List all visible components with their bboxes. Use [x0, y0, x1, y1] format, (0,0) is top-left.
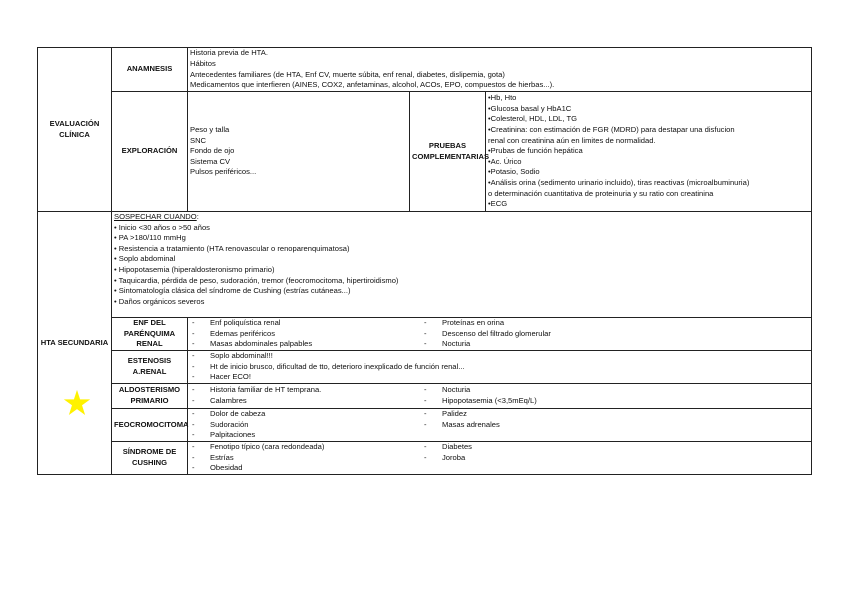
sospechar-item: • Sintomatología clásica del síndrome de Cushing (estrías cutáneas...)	[114, 286, 351, 296]
anamnesis-line: Medicamentos que interfieren (AINES, COX2, anfetaminas, alcohol, ACOs, EPO, compuestos de hierbas...).	[190, 80, 555, 90]
cause-item: Soplo abdominal!!!	[210, 351, 273, 361]
cause-item: Ht de inicio brusco, dificultad de tto, deterioro inexplicado de función renal...	[210, 361, 465, 371]
pruebas-content	[486, 92, 812, 212]
cause-item: Fenotipo típico (cara redondeada)	[210, 442, 325, 452]
dash: -	[424, 442, 427, 452]
cause-content-parenquima	[188, 318, 812, 351]
cause-label-estenosis: ESTENOSIS A.RENAL	[112, 351, 188, 384]
cause-item: Nocturia	[442, 339, 471, 349]
sospechar-item: • Daños orgánicos severos	[114, 296, 205, 306]
dash: -	[192, 351, 195, 361]
pruebas-line: •ECG	[488, 199, 508, 209]
cause-label-parenquima: ENF DEL PARÉNQUIMA RENAL	[112, 318, 188, 351]
anamnesis-content	[188, 48, 812, 92]
dash: -	[192, 430, 195, 440]
dash: -	[424, 318, 427, 328]
sospechar-item: • Inicio <30 años o >50 años	[114, 222, 210, 232]
pruebas-line: •Análisis orina (sedimento urinario incluido), tiras reactivas (microalbuminuria)	[488, 177, 750, 187]
anamnesis-line: Hábitos	[190, 58, 216, 68]
hta-secundaria-label: HTA SECUNDARIA	[40, 337, 109, 347]
dash: -	[424, 419, 427, 429]
sospechar-item: • Taquicardia, pérdida de peso, sudoración, tremor (feocromocitoma, hipertiroidismo)	[114, 275, 399, 285]
anamnesis-label: ANAMNESIS	[112, 48, 188, 92]
dash: -	[192, 361, 195, 371]
dash: -	[192, 396, 195, 405]
dash: -	[424, 328, 427, 338]
dash: -	[192, 328, 195, 338]
exploracion-line: Fondo de ojo	[190, 146, 235, 156]
dash: -	[192, 442, 195, 452]
dash: -	[192, 318, 195, 328]
exploracion-line: SNC	[190, 135, 207, 145]
dash: -	[192, 372, 195, 382]
cause-item: Proteínas en orina	[442, 318, 505, 328]
cause-item: Palidez	[442, 409, 467, 419]
cause-item: Enf poliquística renal	[210, 318, 281, 328]
cause-item: Masas adrenales	[442, 419, 500, 429]
sospechar-item: • PA >180/110 mmHg	[114, 233, 186, 243]
hta-table	[37, 47, 812, 475]
dash: -	[192, 409, 195, 419]
dash: -	[424, 339, 427, 349]
cause-label-aldosterismo: ALDOSTERISMO PRIMARIO	[112, 384, 188, 409]
section-evaluacion-clinica: EVALUACIÓN CLÍNICA	[38, 48, 112, 212]
cause-item: Masas abdominales palpables	[210, 339, 313, 349]
sospechar-content	[112, 212, 812, 318]
cause-item: Dolor de cabeza	[210, 409, 266, 419]
dash: -	[192, 419, 195, 429]
pruebas-line: •Glucosa basal y HbA1C	[488, 103, 572, 113]
cause-item: Diabetes	[442, 442, 472, 452]
exploracion-line: Pulsos periféricos...	[190, 167, 257, 177]
sospechar-title: SOSPECHAR CUANDO	[114, 212, 197, 221]
exploracion-label: EXPLORACIÓN	[112, 92, 188, 212]
cause-label-feocromocitoma: FEOCROMOCITOMA	[112, 409, 188, 442]
dash: -	[424, 385, 427, 395]
dash: -	[424, 409, 427, 419]
cause-content-feocromocitoma	[188, 409, 812, 442]
cause-item: Joroba	[442, 452, 466, 462]
sospechar-item: • Resistencia a tratamiento (HTA renovascular o renoparenquimatosa)	[114, 243, 350, 253]
cause-item: Hipopotasemia (<3,5mEq/L)	[442, 396, 537, 405]
pruebas-line: o determinación cuantitativa de proteinuria y su ratio con creatinina	[488, 188, 714, 198]
document-page	[37, 47, 811, 475]
pruebas-line: •Potasio, Sodio	[488, 167, 540, 177]
cause-item: Calambres	[210, 396, 247, 405]
dash: -	[192, 339, 195, 349]
sospechar-title-line	[114, 212, 809, 223]
cause-item: Obesidad	[210, 463, 243, 473]
cause-content-cushing	[188, 442, 812, 475]
sospechar-item: • Hipopotasemia (hiperaldosteronismo primario)	[114, 264, 275, 274]
cause-item: Edemas periféricos	[210, 328, 275, 338]
cause-content-estenosis	[188, 351, 812, 384]
star-icon	[63, 389, 91, 417]
star-shape	[64, 390, 90, 415]
anamnesis-line: Historia previa de HTA.	[190, 48, 268, 58]
pruebas-line: •Ac. Úrico	[488, 156, 522, 166]
sospechar-item: • Soplo abdominal	[114, 254, 176, 264]
pruebas-line: •Prubas de función hepática	[488, 146, 583, 156]
pruebas-line: •Creatinina: con estimación de FGR (MDRD) para destapar una disfucion	[488, 125, 735, 135]
pruebas-line: •Hb, Hto	[488, 93, 517, 103]
cause-item: Estrías	[210, 452, 234, 462]
dash: -	[424, 396, 427, 405]
cause-label-cushing: SÍNDROME DE CUSHING	[112, 442, 188, 475]
cause-item: Hacer ECO!	[210, 372, 251, 382]
exploracion-content	[188, 92, 410, 212]
dash: -	[192, 385, 195, 395]
section-hta-secundaria	[38, 212, 112, 475]
cause-item: Historia familiar de HT temprana.	[210, 385, 322, 395]
pruebas-line: •Colesterol, HDL, LDL, TG	[488, 114, 578, 124]
pruebas-label: PRUEBAS COMPLEMENTARIAS	[410, 92, 486, 212]
cause-item: Palpitaciones	[210, 430, 256, 440]
pruebas-line: renal con creatinina aún en limites de normalidad.	[488, 135, 656, 145]
sospechar-colon: :	[196, 212, 199, 221]
cause-item: Sudoración	[210, 419, 249, 429]
cause-content-aldosterismo	[188, 384, 812, 409]
cause-item: Nocturia	[442, 385, 471, 395]
dash: -	[192, 452, 195, 462]
exploracion-line: Sistema CV	[190, 156, 231, 166]
dash: -	[192, 463, 195, 473]
dash: -	[424, 452, 427, 462]
cause-item: Descenso del filtrado glomerular	[442, 328, 551, 338]
exploracion-line: Peso y talla	[190, 125, 230, 135]
anamnesis-line: Antecedentes familiares (de HTA, Enf CV, muerte súbita, enf renal, diabetes, dislipemia, gota)	[190, 69, 505, 79]
